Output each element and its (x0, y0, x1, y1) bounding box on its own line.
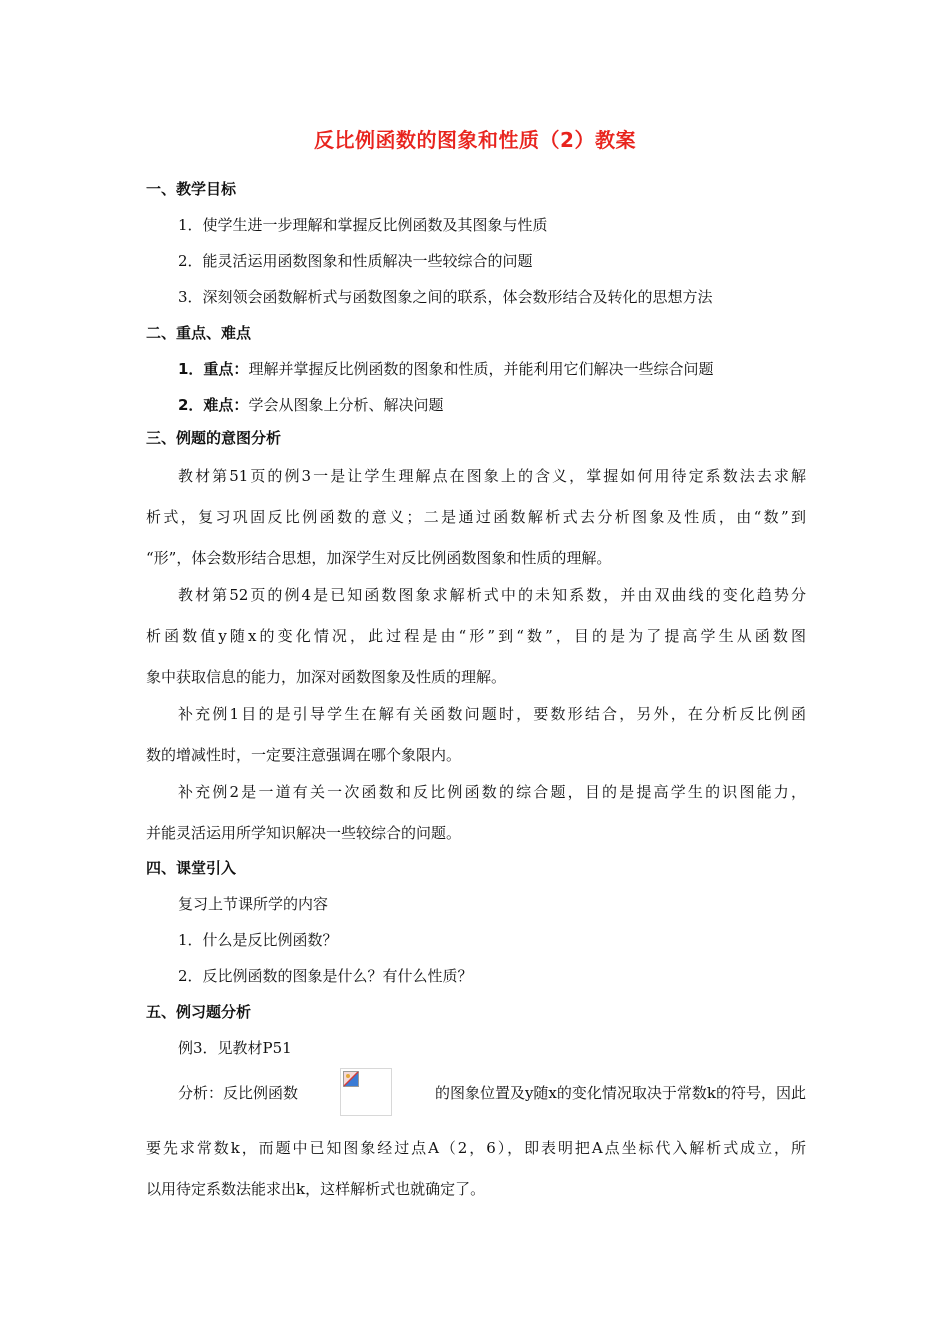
document-title: 反比例函数的图象和性质（2）教案 (314, 128, 636, 152)
section-heading-key-points: 二、重点、难点 (146, 324, 252, 342)
intro-text: 复习上节课所学的内容 (178, 895, 329, 913)
section-heading-example-intent: 三、例题的意图分析 (146, 429, 282, 447)
key-point-item (178, 358, 713, 379)
section-heading-examples: 五、例习题分析 (146, 1003, 252, 1021)
key-point-text: 理解并掌握反比例函数的图象和性质，并能利用它们解决一些综合问题 (248, 360, 714, 378)
paragraph-line: 教材第52页的例4是已知函数图象求解析式中的未知系数，并由双曲线的变化趋势分 (178, 586, 806, 604)
difficulty-text: 学会从图象上分析、解决问题 (248, 396, 444, 414)
analysis-text-after: 的图象位置及y随x的变化情况取决于常数k的符号，因此 (434, 1083, 806, 1102)
paragraph-line: 并能灵活运用所学知识解决一些较综合的问题。 (146, 824, 462, 842)
objective-item: 1．使学生进一步理解和掌握反比例函数及其图象与性质 (178, 216, 548, 234)
objective-item: 3．深刻领会函数解析式与函数图象之间的联系，体会数形结合及转化的思想方法 (178, 288, 713, 306)
difficulty-item (178, 394, 443, 415)
paragraph-line: 要先求常数k，而题中已知图象经过点A（2，6），即表明把A点坐标代入解析式成立，所 (146, 1139, 806, 1157)
paragraph-line: 教材第51页的例3一是让学生理解点在图象上的含义，掌握如何用待定系数法去求解 (178, 467, 806, 485)
broken-image-icon (343, 1071, 359, 1087)
formula-image (340, 1068, 392, 1116)
paragraph-line: 补充例1目的是引导学生在解有关函数问题时，要数形结合，另外，在分析反比例函 (178, 705, 806, 723)
analysis-text-before: 分析：反比例函数 (178, 1083, 299, 1102)
paragraph-line: 析式，复习巩固反比例函数的意义；二是通过函数解析式去分析图象及性质，由“数”到 (146, 508, 806, 526)
section-heading-objectives: 一、教学目标 (146, 180, 237, 198)
paragraph-line: 象中获取信息的能力，加深对函数图象及性质的理解。 (146, 668, 507, 686)
example-label: 例3．见教材P51 (178, 1039, 292, 1057)
key-point-label: 1．重点： (178, 360, 249, 378)
question-item: 1．什么是反比例函数？ (178, 931, 338, 949)
paragraph-line: 析函数值y随x的变化情况，此过程是由“形”到“数”，目的是为了提高学生从函数图 (146, 627, 806, 645)
question-item: 2．反比例函数的图象是什么？有什么性质？ (178, 967, 473, 985)
section-heading-introduction: 四、课堂引入 (146, 859, 237, 877)
objective-item: 2．能灵活运用函数图象和性质解决一些较综合的问题 (178, 252, 533, 270)
paragraph-line: 数的增减性时，一定要注意强调在哪个象限内。 (146, 746, 462, 764)
analysis-line (178, 1068, 806, 1116)
difficulty-label: 2．难点： (178, 396, 249, 414)
paragraph-line: “形”，体会数形结合思想，加深学生对反比例函数图象和性质的理解。 (146, 549, 612, 567)
paragraph-line: 补充例2是一道有关一次函数和反比例函数的综合题，目的是提高学生的识图能力， (178, 783, 806, 801)
paragraph-line: 以用待定系数法能求出k，这样解析式也就确定了。 (146, 1180, 486, 1198)
